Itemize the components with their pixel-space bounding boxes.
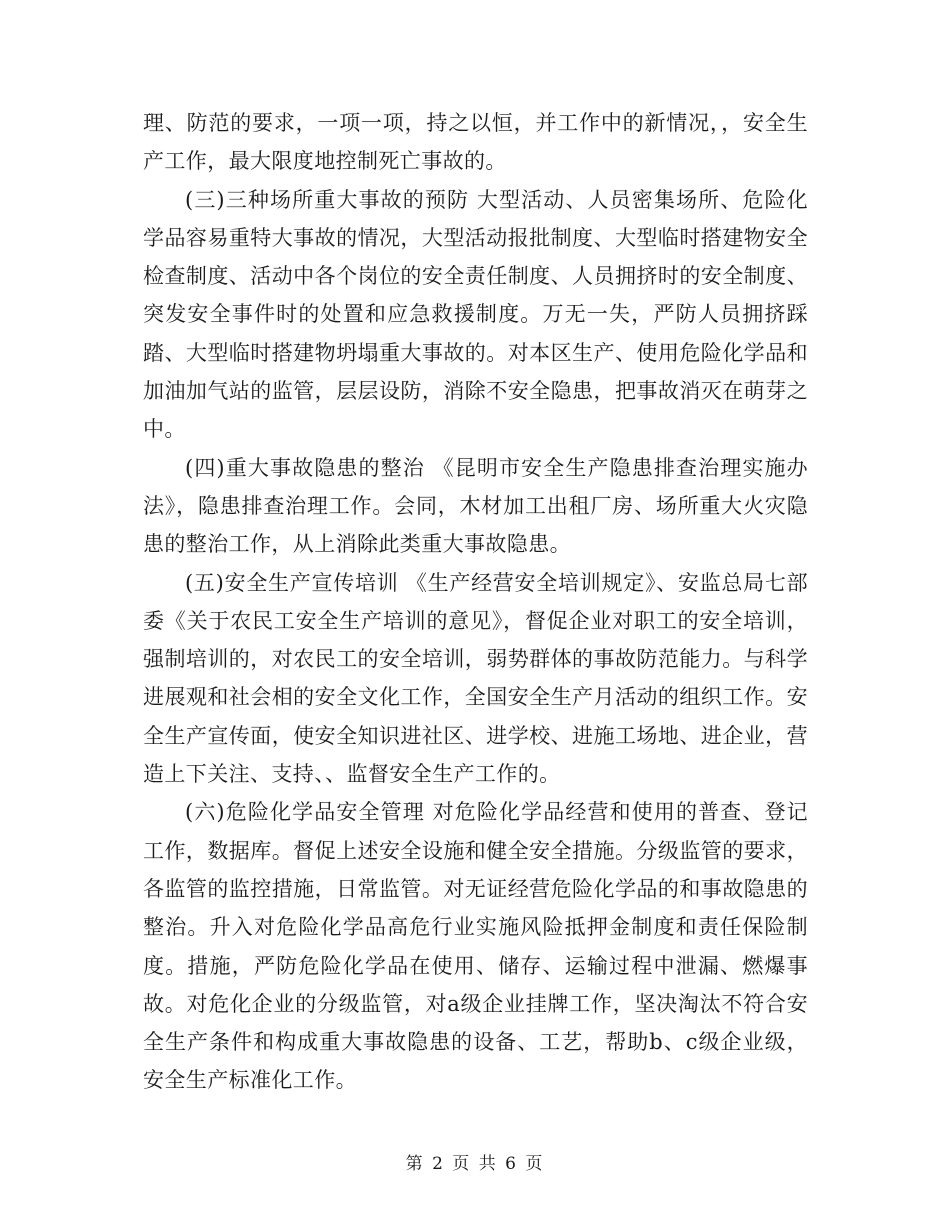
paragraph-3: (四)重大事故隐患的整治 《昆明市安全生产隐患排查治理实施办法》，隐患排查治理工作。会同，木材加工出租厂房、场所重大火灾隐患的整治工作，从上消除此类重大事故隐患。 xyxy=(143,455,808,557)
page-footer: 第 2 页 共 6 页 xyxy=(405,1154,545,1174)
paragraph-5: (六)危险化学品安全管理 对危险化学品经营和使用的普查、登记工作，数据库。督促上述安全设施和健全安全措施。分级监管的要求，各监管的监控措施，日常监管。对无证经营危险化学品的和事故隐患的整治。升入对危险化学品高危行业实施风险抵押金制度和责任保险制度。措施，严防危险化学品在使用、储存、运输过程中泄漏、燃爆事故。对危化企业的分级监管，对a级企业挂牌工作，坚决淘汰不符合安全生产条件和构成重大事故隐患的设备、工艺，帮助b、c级企业级，安全生产标准化工作。 xyxy=(143,800,808,1093)
paragraph-4: (五)安全生产宣传培训 《生产经营安全培训规定》、安监总局七部委《关于农民工安全生产培训的意见》，督促企业对职工的安全培训，强制培训的，对农民工的安全培训，弱势群体的事故防范能力。与科学进展观和社会相的安全文化工作，全国安全生产月活动的组织工作。安全生产宣传面，使安全知识进社区、进学校、进施工场地、进企业，营造上下关注、支持、、监督安全生产工作的。 xyxy=(143,570,808,787)
paragraph-1: 理、防范的要求，一项一项，持之以恒，并工作中的新情况，，安全生产工作，最大限度地控制死亡事故的。 xyxy=(143,111,808,174)
paragraph-2: (三)三种场所重大事故的预防 大型活动、人员密集场所、危险化学品容易重特大事故的情况，大型活动报批制度、大型临时搭建物安全检查制度、活动中各个岗位的安全责任制度、人员拥挤时的安全制度、突发安全事件时的处置和应急救援制度。万无一失，严防人员拥挤踩踏、大型临时搭建物坍塌重大事故的。对本区生产、使用危险化学品和加油加气站的监管，层层设防，消除不安全隐患，把事故消灭在萌芽之中。 xyxy=(143,187,808,442)
document-body xyxy=(143,104,808,1100)
